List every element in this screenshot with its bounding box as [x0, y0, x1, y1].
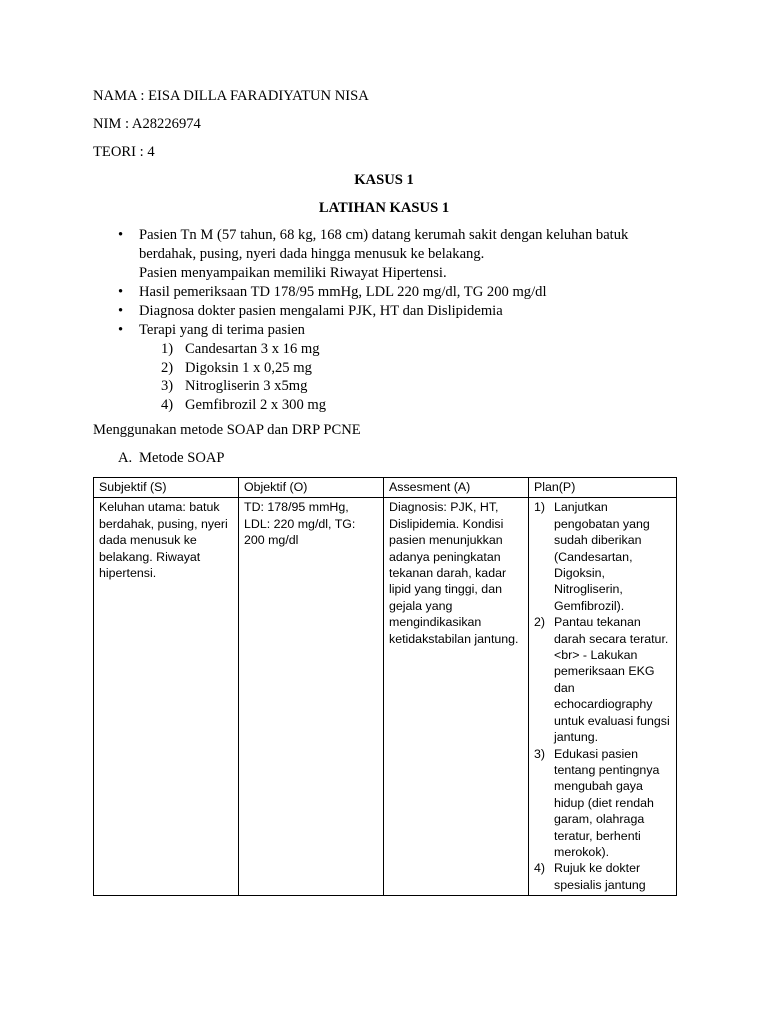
- plan-item: [534, 499, 671, 614]
- method-line: Menggunakan metode SOAP dan DRP PCNE: [93, 422, 361, 438]
- bullet-icon: •: [118, 303, 124, 319]
- therapy-item: [139, 340, 675, 359]
- case-subtitle: LATIHAN KASUS 1: [318, 200, 450, 216]
- cell-assesment: Diagnosis: PJK, HT, Dislipidemia. Kondisi pasien menunjukkan adanya peningkatan tekanan darah, kadar lipid yang tinggi, dan gejala yang mengindikasikan ketidakstabilan jantung.: [384, 498, 529, 896]
- plan-list: [534, 499, 671, 893]
- bullet-item: [93, 283, 675, 302]
- therapy-number: 3): [161, 378, 174, 394]
- plan-item: [534, 746, 671, 861]
- header-subjektif: Subjektif (S): [94, 478, 239, 498]
- bullet-item: [93, 226, 675, 283]
- header-plan: Plan(P): [529, 478, 677, 498]
- therapy-item: [139, 396, 675, 415]
- therapy-text: Nitrogliserin 3 x5mg: [185, 378, 308, 394]
- plan-text: Lanjutkan pengobatan yang sudah diberikan (Candesartan, Digoksin, Nitrogliserin, Gemfibrozil).: [554, 500, 650, 613]
- plan-number: 3): [534, 746, 546, 761]
- therapy-number: 2): [161, 359, 174, 376]
- section-a-label: A.: [118, 450, 133, 466]
- therapy-number: 1): [161, 341, 174, 357]
- plan-text: Pantau tekanan darah secara teratur. <br> - Lakukan pemeriksaan EKG dan echocardiography untuk evaluasi fungsi jantung.: [554, 615, 670, 745]
- cell-subjektif: Keluhan utama: batuk berdahak, pusing, nyeri dada menusuk ke belakang. Riwayat hipertensi.: [94, 498, 239, 896]
- case-title: KASUS 1: [354, 172, 414, 188]
- student-nim: NIM : A28226974: [93, 116, 201, 132]
- bullet-icon: •: [118, 322, 124, 338]
- plan-item: [534, 614, 671, 745]
- therapy-text: Gemfibrozil 2 x 300 mg: [185, 396, 327, 413]
- bullet-text: Pasien Tn M (57 tahun, 68 kg, 168 cm) datang kerumah sakit dengan keluhan batuk berdahak, pusing, nyeri dada hingga menusuk ke belakang.: [139, 227, 629, 262]
- bullet-text: Hasil pemeriksaan TD 178/95 mmHg, LDL 220 mg/dl, TG 200 mg/dl: [139, 284, 547, 300]
- bullet-text: Diagnosa dokter pasien mengalami PJK, HT dan Dislipidemia: [139, 303, 503, 319]
- plan-number: 4): [534, 861, 546, 876]
- plan-text: Edukasi pasien tentang pentingnya mengubah gaya hidup (diet rendah garam, olahraga teratur, berhenti merokok).: [554, 746, 660, 859]
- section-a-heading: [93, 449, 225, 468]
- case-bullet-list: [93, 226, 675, 414]
- therapy-number: 4): [161, 396, 174, 413]
- student-teori: TEORI : 4: [93, 144, 155, 160]
- bullet-item: [93, 302, 675, 321]
- header-assesment: Assesment (A): [384, 478, 529, 498]
- therapy-list: [139, 340, 675, 414]
- soap-table: [93, 477, 677, 896]
- cell-plan: [529, 498, 677, 896]
- bullet-text: Terapi yang di terima pasien: [139, 322, 305, 338]
- bullet-text-extra: Pasien menyampaikan memiliki Riwayat Hipertensi.: [139, 265, 447, 281]
- plan-number: 2): [534, 615, 546, 630]
- header-objektif: Objektif (O): [239, 478, 384, 498]
- therapy-item: [139, 377, 675, 396]
- plan-item: [534, 860, 671, 893]
- section-a-text: Metode SOAP: [139, 450, 225, 466]
- cell-objektif: TD: 178/95 mmHg, LDL: 220 mg/dl, TG: 200 mg/dl: [239, 498, 384, 896]
- soap-body-row: [94, 498, 677, 896]
- bullet-icon: •: [118, 284, 124, 300]
- soap-header-row: [94, 478, 677, 498]
- plan-text: Rujuk ke dokter spesialis jantung: [554, 861, 646, 892]
- student-name: NAMA : EISA DILLA FARADIYATUN NISA: [93, 88, 369, 104]
- therapy-text: Digoksin 1 x 0,25 mg: [185, 359, 312, 376]
- bullet-item: [93, 321, 675, 414]
- plan-number: 1): [534, 500, 546, 515]
- therapy-text: Candesartan 3 x 16 mg: [185, 341, 320, 357]
- bullet-icon: •: [118, 227, 124, 243]
- therapy-item: [139, 359, 675, 378]
